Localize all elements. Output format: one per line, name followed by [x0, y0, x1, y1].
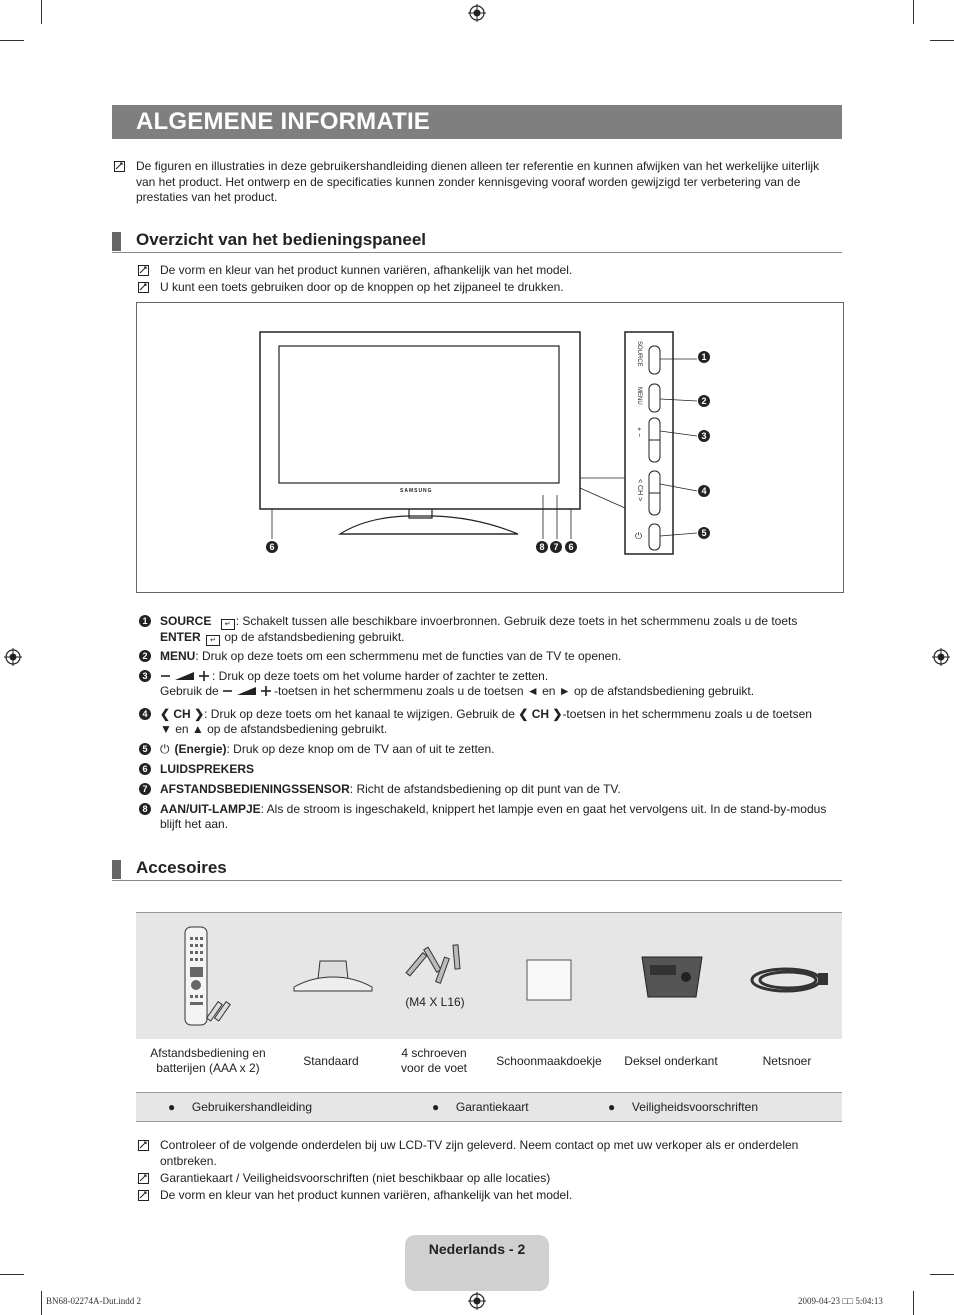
- channel-icon: ❮ CH ❯: [518, 707, 563, 721]
- item-text: : Schakelt tussen alle beschikbare invoerbronnen. Gebruik deze toets in het schermmenu zoals u de toets: [235, 614, 798, 628]
- callout-number: 7: [550, 541, 562, 553]
- power-icon: ⏻: [635, 531, 643, 541]
- brand-logo: SAMSUNG: [400, 488, 433, 494]
- note-icon: [138, 1190, 149, 1201]
- note-text: Garantiekaart / Veiligheidsvoorschriften (niet beschikbaar op alle locaties): [160, 1171, 551, 1185]
- intro-note: De figuren en illustraties in deze gebruikershandleiding dienen alleen ter referentie en kunnen afwijken van het werkelijke uiterlijk van het product. Het ontwerp en de specificaties kunnen zonder kennisgeving vooraf worden gewijzigd ter verbetering van de prestaties van het product.: [136, 159, 820, 204]
- stand-image: [292, 955, 374, 995]
- bottom-cover-image: [636, 951, 708, 1005]
- power-icon: ⏻: [160, 742, 170, 756]
- item-number: 7: [139, 783, 151, 795]
- callout-number: 5: [698, 527, 710, 539]
- item-text: op de afstandsbediening gebruikt.: [221, 630, 405, 644]
- page-number-tab: [405, 1235, 549, 1291]
- registration-mark-icon: [932, 648, 950, 666]
- callout-number: 1: [698, 351, 710, 363]
- print-slug: 2009-04-23 □□ 5:04:13: [798, 1296, 883, 1306]
- document-label: Veiligheidsvoorschriften: [631, 1100, 758, 1114]
- item-text: -toetsen in het schermmenu zoals u de toetsen ◄ en ► op de afstandsbediening gebruikt.: [274, 684, 755, 698]
- item-term: AAN/UIT-LAMPJE: [160, 802, 261, 816]
- note-icon: [138, 1173, 149, 1184]
- note-text: De vorm en kleur van het product kunnen variëren, afhankelijk van het model.: [160, 1188, 573, 1202]
- item-text: : Druk op deze toets om het volume harder of zachter te zetten.: [212, 669, 549, 683]
- item-number: 3: [139, 670, 151, 682]
- page-number: Nederlands - 2: [428, 1241, 526, 1257]
- screws-image: [404, 941, 466, 991]
- accessory-label: Standaard: [303, 1054, 359, 1068]
- section-title: Accesoires: [136, 858, 227, 877]
- document-label: Garantiekaart: [455, 1100, 529, 1114]
- registration-mark-icon: [4, 648, 22, 666]
- note-text: U kunt een toets gebruiken door op de knoppen op het zijpaneel te drukken.: [160, 280, 564, 294]
- item-text: ▼ en ▲ op de afstandsbediening gebruikt.: [160, 722, 388, 736]
- crop-mark: [0, 1274, 24, 1275]
- panel-label: + −: [635, 427, 642, 438]
- document-item: ● Gebruikershandleiding: [168, 1100, 312, 1114]
- documents-row: [136, 1092, 842, 1122]
- section-title: Overzicht van het bedieningspaneel: [136, 230, 427, 249]
- item-text: : Als de stroom is ingeschakeld, knippert het lampje even en gaat het vervolgens uit. In de stand-by-modus: [260, 802, 827, 816]
- crop-mark: [913, 0, 914, 24]
- accessory-label: Afstandsbediening en batterijen (AAA x 2): [150, 1046, 266, 1075]
- item-term: MENU: [160, 649, 196, 663]
- tv-illustration: [137, 303, 843, 592]
- item-number: 2: [139, 650, 151, 662]
- remote-control-image: [182, 925, 234, 1027]
- page-title-bar: [112, 105, 842, 139]
- callout-number: 8: [536, 541, 548, 553]
- registration-mark-icon: [468, 4, 486, 22]
- enter-icon: ↵: [221, 619, 235, 630]
- item-number: 6: [139, 763, 151, 775]
- item-text: : Druk op deze toets om het kanaal te wijzigen. Gebruik de: [204, 707, 515, 721]
- item-text: Gebruik de: [160, 684, 219, 698]
- note-icon: [138, 282, 149, 293]
- section-marker: [112, 232, 121, 251]
- item-term: SOURCE: [160, 614, 212, 628]
- cleaning-cloth-image: [524, 957, 574, 1003]
- note-icon: [114, 161, 125, 172]
- callout-number: 2: [698, 395, 710, 407]
- note-text: De vorm en kleur van het product kunnen variëren, afhankelijk van het model.: [160, 263, 573, 277]
- crop-mark: [913, 1291, 914, 1315]
- panel-label: < CH >: [636, 479, 643, 502]
- callout-number: 6: [565, 541, 577, 553]
- control-panel-diagram: [136, 302, 844, 593]
- page-title: ALGEMENE INFORMATIE: [136, 108, 431, 135]
- item-number: 4: [139, 708, 151, 720]
- document-label: Gebruikershandleiding: [191, 1100, 312, 1114]
- note-icon: [138, 265, 149, 276]
- document-item: ● Garantiekaart: [432, 1100, 529, 1114]
- callout-number: 6: [266, 541, 278, 553]
- power-cord-image: [746, 963, 832, 997]
- accessory-label: Schoonmaakdoekje: [496, 1054, 602, 1068]
- item-term: ENTER: [160, 630, 201, 644]
- crop-mark: [41, 0, 42, 24]
- crop-mark: [930, 1274, 954, 1275]
- crop-mark: [930, 40, 954, 41]
- item-text: -toetsen in het schermmenu zoals u de toetsen: [562, 707, 812, 721]
- item-term: AFSTANDSBEDIENINGSSENSOR: [160, 782, 350, 796]
- item-term: LUIDSPREKERS: [160, 762, 255, 776]
- print-slug: BN68-02274A-Dut.indd 2: [46, 1296, 141, 1306]
- item-text: : Druk op deze toets om een schermmenu met de functies van de TV te openen.: [195, 649, 622, 663]
- note-text: Controleer of de volgende onderdelen bij uw LCD-TV zijn geleverd. Neem contact op met uw verkoper als er onderdelen ontbreken.: [160, 1138, 799, 1168]
- item-number: 5: [139, 743, 151, 755]
- screw-spec: (M4 X L16): [405, 995, 465, 1009]
- item-term: (Energie): [174, 742, 227, 756]
- section-marker: [112, 860, 121, 879]
- registration-mark-icon: [468, 1292, 486, 1310]
- item-text: blijft het aan.: [160, 817, 229, 831]
- crop-mark: [0, 40, 24, 41]
- panel-label: SOURCE: [636, 341, 642, 367]
- enter-icon: ↵: [206, 635, 220, 646]
- channel-icon: ❮ CH ❯: [160, 707, 205, 721]
- section-heading: [112, 230, 842, 253]
- crop-mark: [41, 1291, 42, 1315]
- panel-label: MENU: [636, 387, 642, 405]
- note-icon: [138, 1140, 149, 1151]
- callout-number: 3: [698, 430, 710, 442]
- volume-icon: [222, 685, 274, 696]
- section-heading: [112, 858, 842, 881]
- item-text: : Richt de afstandsbediening op dit punt van de TV.: [349, 782, 621, 796]
- document-item: ● Veiligheidsvoorschriften: [608, 1100, 758, 1114]
- volume-icon: [160, 670, 212, 681]
- item-text: : Druk op deze knop om de TV aan of uit te zetten.: [226, 742, 495, 756]
- accessory-label: Netsnoer: [762, 1054, 812, 1068]
- accessories-images-row: [136, 912, 842, 1039]
- callout-number: 4: [698, 485, 710, 497]
- accessory-label: Deksel onderkant: [624, 1054, 718, 1068]
- item-number: 1: [139, 615, 151, 627]
- item-number: 8: [139, 803, 151, 815]
- accessory-label: 4 schroeven voor de voet: [400, 1046, 468, 1075]
